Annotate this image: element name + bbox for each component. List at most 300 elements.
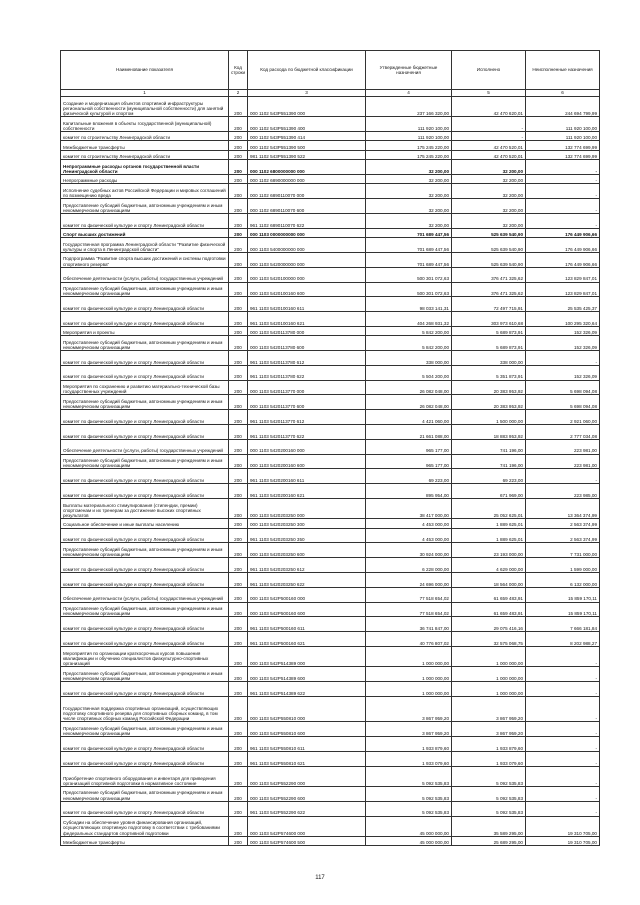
row-executed-amount: 23 193 000,00 bbox=[452, 543, 526, 558]
row-name: Создание и модернизация объектов спортивной инфраструктуры региональной собственности (муниципальной собственности) для занятий физической культурой и спортом bbox=[61, 97, 229, 117]
table-row bbox=[61, 297, 600, 312]
row-classification-code: 000 1102 6890110070 600 bbox=[248, 199, 366, 214]
row-code: 200 bbox=[229, 97, 248, 117]
row-classification-code: 000 1102 6890000000 000 bbox=[248, 174, 366, 183]
row-executed-amount: 61 659 483,91 bbox=[452, 602, 526, 617]
header-executed: Исполнено bbox=[452, 51, 526, 90]
row-code: 200 bbox=[229, 484, 248, 499]
row-unexecuted-amount: 223 981,00 bbox=[526, 439, 600, 454]
row-approved-amount: 5 092 535,83 bbox=[366, 801, 452, 816]
row-code: 200 bbox=[229, 365, 248, 380]
table-row bbox=[61, 801, 600, 816]
row-code: 200 bbox=[229, 816, 248, 836]
row-name: комитет по физической культуре и спорту Ленинградской области bbox=[61, 425, 229, 440]
row-name: Капитальные вложения в объекты государственной (муниципальной) собственности bbox=[61, 117, 229, 132]
row-approved-amount: 175 245 220,00 bbox=[366, 141, 452, 150]
row-code: 200 bbox=[229, 425, 248, 440]
row-executed-amount: 25 052 625,01 bbox=[452, 499, 526, 519]
row-code: 200 bbox=[229, 573, 248, 588]
row-classification-code: 000 1103 542P514389 000 bbox=[248, 647, 366, 667]
table-row bbox=[61, 632, 600, 647]
row-name: комитет по физической культуре и спорту Ленинградской области bbox=[61, 213, 229, 228]
row-classification-code: 961 1103 5420113770 612 bbox=[248, 410, 366, 425]
row-executed-amount: 1 000 000,00 bbox=[452, 647, 526, 667]
row-classification-code: 961 1103 5420113780 622 bbox=[248, 365, 366, 380]
column-number: 2 bbox=[229, 90, 248, 97]
row-unexecuted-amount: 132 774 699,99 bbox=[526, 150, 600, 159]
row-classification-code: 000 1103 5420203250 000 bbox=[248, 499, 366, 519]
row-code: 200 bbox=[229, 297, 248, 312]
row-code: 200 bbox=[229, 141, 248, 150]
row-unexecuted-amount: - bbox=[526, 766, 600, 786]
table-row bbox=[61, 454, 600, 469]
row-name: Непрограммные расходы органов государственной власти Ленинградской области bbox=[61, 160, 229, 175]
row-name: Предоставление субсидий бюджетным, автономным учреждениям и иным некоммерческим организациям bbox=[61, 667, 229, 682]
row-approved-amount: 111 920 100,00 bbox=[366, 117, 452, 132]
row-name: комитет по физической культуре и спорту Ленинградской области bbox=[61, 617, 229, 632]
row-name: Обеспечение деятельности (услуги, работы) государственных учреждений bbox=[61, 439, 229, 454]
row-unexecuted-amount: - bbox=[526, 801, 600, 816]
row-code: 200 bbox=[229, 836, 248, 845]
row-approved-amount: 77 518 654,02 bbox=[366, 602, 452, 617]
row-classification-code: 000 1103 542P574600 500 bbox=[248, 836, 366, 845]
table-row bbox=[61, 267, 600, 282]
row-classification-code: 000 1103 5420113770 000 bbox=[248, 380, 366, 395]
table-row bbox=[61, 602, 600, 617]
row-approved-amount: 500 301 072,63 bbox=[366, 282, 452, 297]
table-row bbox=[61, 469, 600, 484]
row-classification-code: 000 1102 543P551390 400 bbox=[248, 117, 366, 132]
table-row bbox=[61, 543, 600, 558]
row-approved-amount: 32 200,00 bbox=[366, 199, 452, 214]
row-unexecuted-amount: 152 326,09 bbox=[526, 326, 600, 335]
row-executed-amount: 32 200,00 bbox=[452, 174, 526, 183]
row-name: комитет по физической культуре и спорту Ленинградской области bbox=[61, 528, 229, 543]
row-unexecuted-amount: 152 326,09 bbox=[526, 336, 600, 351]
row-code: 200 bbox=[229, 380, 248, 395]
row-name: Предоставление субсидий бюджетным, автономным учреждениям и иным некоммерческим организациям bbox=[61, 199, 229, 214]
table-row bbox=[61, 117, 600, 132]
row-code: 200 bbox=[229, 469, 248, 484]
row-name: Государственная программа Ленинградской области "Развитие физической культуры и спорта в Ленинградской области" bbox=[61, 238, 229, 253]
row-executed-amount: 32 575 068,75 bbox=[452, 632, 526, 647]
table-row bbox=[61, 682, 600, 697]
table-row bbox=[61, 439, 600, 454]
row-approved-amount: 26 082 048,00 bbox=[366, 395, 452, 410]
row-code: 200 bbox=[229, 766, 248, 786]
row-unexecuted-amount: - bbox=[526, 667, 600, 682]
row-classification-code: 000 1103 542P500160 600 bbox=[248, 602, 366, 617]
row-classification-code: 961 1103 5420113780 612 bbox=[248, 351, 366, 366]
row-classification-code: 000 1103 5420000000 000 bbox=[248, 252, 366, 267]
row-executed-amount: 671 969,00 bbox=[452, 484, 526, 499]
row-unexecuted-amount: 176 449 906,66 bbox=[526, 238, 600, 253]
row-approved-amount: 237 166 320,00 bbox=[366, 97, 452, 117]
row-classification-code: 000 1103 542P574600 000 bbox=[248, 816, 366, 836]
row-name: Предоставление субсидий бюджетным, автономным учреждениям и иным некоммерческим организациям bbox=[61, 282, 229, 297]
row-executed-amount: 376 471 325,62 bbox=[452, 267, 526, 282]
table-row bbox=[61, 751, 600, 766]
header-code: Код строки bbox=[229, 51, 248, 90]
budget-execution-table bbox=[60, 50, 600, 846]
table-row bbox=[61, 617, 600, 632]
row-code: 200 bbox=[229, 282, 248, 297]
row-code: 200 bbox=[229, 174, 248, 183]
row-executed-amount: 20 383 953,92 bbox=[452, 380, 526, 395]
row-executed-amount: 42 470 520,01 bbox=[452, 141, 526, 150]
table-row bbox=[61, 312, 600, 327]
row-approved-amount: 24 696 000,00 bbox=[366, 573, 452, 588]
row-classification-code: 000 1102 6800000000 000 bbox=[248, 160, 366, 175]
row-name: Выплаты материального стимулирования (стипендии, премии) спортсменам и их тренерам за достижение высоких спортивных результатов bbox=[61, 499, 229, 519]
row-name: Социальное обеспечение и иные выплаты населению bbox=[61, 519, 229, 528]
row-unexecuted-amount: 132 774 699,99 bbox=[526, 141, 600, 150]
row-unexecuted-amount: 5 698 094,08 bbox=[526, 395, 600, 410]
row-classification-code: 961 1103 5420100160 611 bbox=[248, 297, 366, 312]
row-approved-amount: 4 453 000,00 bbox=[366, 519, 452, 528]
row-executed-amount: 42 470 620,01 bbox=[452, 97, 526, 117]
row-executed-amount: 5 092 535,83 bbox=[452, 766, 526, 786]
row-executed-amount: 20 383 953,92 bbox=[452, 395, 526, 410]
row-executed-amount: 5 092 535,83 bbox=[452, 786, 526, 801]
row-unexecuted-amount: - bbox=[526, 696, 600, 722]
row-code: 200 bbox=[229, 184, 248, 199]
row-code: 200 bbox=[229, 252, 248, 267]
table-row bbox=[61, 836, 600, 845]
row-approved-amount: 45 000 000,00 bbox=[366, 816, 452, 836]
row-code: 200 bbox=[229, 351, 248, 366]
row-code: 200 bbox=[229, 617, 248, 632]
row-executed-amount: 1 933 079,60 bbox=[452, 751, 526, 766]
row-code: 200 bbox=[229, 213, 248, 228]
row-unexecuted-amount: 15 859 170,11 bbox=[526, 587, 600, 602]
table-row bbox=[61, 131, 600, 140]
table-header-row bbox=[61, 51, 600, 90]
row-classification-code: 981 1102 543P551390 522 bbox=[248, 150, 366, 159]
row-classification-code: 961 1103 542P552290 622 bbox=[248, 801, 366, 816]
row-name: комитет по физической культуре и спорту Ленинградской области bbox=[61, 410, 229, 425]
row-executed-amount: - bbox=[452, 117, 526, 132]
row-executed-amount: 338 000,00 bbox=[452, 351, 526, 366]
table-row bbox=[61, 499, 600, 519]
row-code: 200 bbox=[229, 395, 248, 410]
row-executed-amount: 32 200,00 bbox=[452, 199, 526, 214]
row-unexecuted-amount: - bbox=[526, 469, 600, 484]
table-row bbox=[61, 410, 600, 425]
row-classification-code: 000 1103 5420113780 600 bbox=[248, 336, 366, 351]
row-code: 200 bbox=[229, 696, 248, 722]
row-classification-code: 000 1103 5420113770 600 bbox=[248, 395, 366, 410]
table-row bbox=[61, 326, 600, 335]
row-unexecuted-amount: 19 310 705,00 bbox=[526, 836, 600, 845]
row-code: 200 bbox=[229, 682, 248, 697]
row-name: комитет по физической культуре и спорту Ленинградской области bbox=[61, 484, 229, 499]
table-row bbox=[61, 816, 600, 836]
row-name: комитет по строительству Ленинградской области bbox=[61, 131, 229, 140]
row-code: 200 bbox=[229, 667, 248, 682]
row-executed-amount: 525 639 540,90 bbox=[452, 238, 526, 253]
row-approved-amount: 38 417 000,00 bbox=[366, 499, 452, 519]
row-classification-code: 961 1103 5420200160 621 bbox=[248, 484, 366, 499]
table-row bbox=[61, 484, 600, 499]
row-unexecuted-amount: - bbox=[526, 213, 600, 228]
row-unexecuted-amount: 244 694 799,99 bbox=[526, 97, 600, 117]
row-classification-code: 000 1103 5420100160 600 bbox=[248, 282, 366, 297]
row-approved-amount: 4 421 060,00 bbox=[366, 410, 452, 425]
row-approved-amount: 965 177,00 bbox=[366, 454, 452, 469]
row-classification-code: 000 1103 0000000000 000 bbox=[248, 228, 366, 237]
row-classification-code: 961 1102 6890110070 622 bbox=[248, 213, 366, 228]
row-unexecuted-amount: 176 449 906,66 bbox=[526, 228, 600, 237]
table-row bbox=[61, 380, 600, 395]
row-approved-amount: 32 200,00 bbox=[366, 160, 452, 175]
row-executed-amount: 72 497 715,91 bbox=[452, 297, 526, 312]
row-approved-amount: 965 177,00 bbox=[366, 439, 452, 454]
row-code: 200 bbox=[229, 199, 248, 214]
page-number: 117 bbox=[315, 875, 325, 881]
row-unexecuted-amount: 123 829 847,01 bbox=[526, 267, 600, 282]
row-code: 200 bbox=[229, 558, 248, 573]
row-classification-code: 000 1103 542P552290 600 bbox=[248, 786, 366, 801]
row-unexecuted-amount: - bbox=[526, 184, 600, 199]
header-classification: Код расхода по бюджетной классификации bbox=[248, 51, 366, 90]
row-classification-code: 000 1103 5420203250 300 bbox=[248, 519, 366, 528]
row-unexecuted-amount: 25 535 425,37 bbox=[526, 297, 600, 312]
column-number: 3 bbox=[248, 90, 366, 97]
row-unexecuted-amount: 8 202 988,27 bbox=[526, 632, 600, 647]
row-executed-amount: 1 500 000,00 bbox=[452, 410, 526, 425]
table-row bbox=[61, 150, 600, 159]
row-executed-amount: 1 933 879,60 bbox=[452, 737, 526, 752]
row-code: 200 bbox=[229, 499, 248, 519]
row-classification-code: 961 1103 542P514389 622 bbox=[248, 682, 366, 697]
row-classification-code: 000 1103 5420100000 000 bbox=[248, 267, 366, 282]
row-name: комитет по строительству Ленинградской области bbox=[61, 150, 229, 159]
table-row bbox=[61, 199, 600, 214]
row-approved-amount: 404 268 931,32 bbox=[366, 312, 452, 327]
row-unexecuted-amount: 7 666 181,84 bbox=[526, 617, 600, 632]
table-row bbox=[61, 336, 600, 351]
row-code: 200 bbox=[229, 267, 248, 282]
column-number: 6 bbox=[526, 90, 600, 97]
row-executed-amount: 3 867 959,20 bbox=[452, 696, 526, 722]
row-executed-amount: 29 075 416,16 bbox=[452, 617, 526, 632]
row-approved-amount: 32 200,00 bbox=[366, 213, 452, 228]
column-number: 4 bbox=[366, 90, 452, 97]
row-unexecuted-amount: 100 295 320,64 bbox=[526, 312, 600, 327]
row-unexecuted-amount: - bbox=[526, 786, 600, 801]
table-row bbox=[61, 282, 600, 297]
row-name: комитет по физической культуре и спорту Ленинградской области bbox=[61, 351, 229, 366]
table-row bbox=[61, 647, 600, 667]
table-row bbox=[61, 587, 600, 602]
row-approved-amount: 175 245 220,00 bbox=[366, 150, 452, 159]
header-approved: Утвержденные бюджетные назначения bbox=[366, 51, 452, 90]
row-approved-amount: 701 689 447,56 bbox=[366, 252, 452, 267]
row-executed-amount: 1 000 000,00 bbox=[452, 682, 526, 697]
table-row bbox=[61, 528, 600, 543]
row-code: 200 bbox=[229, 326, 248, 335]
row-classification-code: 000 1103 5420203250 600 bbox=[248, 543, 366, 558]
row-name: Мероприятия и проекты bbox=[61, 326, 229, 335]
row-approved-amount: 5 092 535,83 bbox=[366, 786, 452, 801]
row-code: 200 bbox=[229, 587, 248, 602]
row-unexecuted-amount: - bbox=[526, 737, 600, 752]
row-classification-code: 961 1103 5420113770 622 bbox=[248, 425, 366, 440]
row-approved-amount: 26 082 048,00 bbox=[366, 380, 452, 395]
row-approved-amount: 1 000 000,00 bbox=[366, 647, 452, 667]
row-approved-amount: 895 954,00 bbox=[366, 484, 452, 499]
row-name: Субсидии на обеспечение уровня финансирования организаций, осуществляющих спортивную подготовку в соответствии с требованиями федеральных стандартов спортивной подготовки bbox=[61, 816, 229, 836]
row-name: Предоставление субсидий бюджетным, автономным учреждениям и иным некоммерческим организациям bbox=[61, 395, 229, 410]
table-row bbox=[61, 558, 600, 573]
table-row bbox=[61, 786, 600, 801]
row-executed-amount: 42 470 520,01 bbox=[452, 150, 526, 159]
row-classification-code: 000 1103 5420200160 600 bbox=[248, 454, 366, 469]
row-code: 200 bbox=[229, 312, 248, 327]
row-name: комитет по физической культуре и спорту Ленинградской области bbox=[61, 682, 229, 697]
row-name: Предоставление субсидий бюджетным, автономным учреждениям и иным некоммерческим организациям bbox=[61, 602, 229, 617]
row-name: Приобретение спортивного оборудования и инвентаря для приведения организаций спортивной подготовки в нормативное состояние bbox=[61, 766, 229, 786]
row-code: 200 bbox=[229, 543, 248, 558]
row-unexecuted-amount: - bbox=[526, 160, 600, 175]
row-approved-amount: 338 000,00 bbox=[366, 351, 452, 366]
row-classification-code: 961 1103 5420203250 612 bbox=[248, 558, 366, 573]
row-name: комитет по физической культуре и спорту Ленинградской области bbox=[61, 558, 229, 573]
row-approved-amount: 77 518 654,02 bbox=[366, 587, 452, 602]
row-name: комитет по физической культуре и спорту Ленинградской области bbox=[61, 751, 229, 766]
table-row bbox=[61, 228, 600, 237]
row-approved-amount: 5 504 200,00 bbox=[366, 365, 452, 380]
row-approved-amount: 40 776 807,02 bbox=[366, 632, 452, 647]
row-approved-amount: 701 689 447,56 bbox=[366, 238, 452, 253]
row-unexecuted-amount: - bbox=[526, 722, 600, 737]
row-executed-amount: 741 196,00 bbox=[452, 439, 526, 454]
row-classification-code: 000 1102 543P551390 000 bbox=[248, 97, 366, 117]
row-approved-amount: 98 033 141,31 bbox=[366, 297, 452, 312]
row-code: 200 bbox=[229, 632, 248, 647]
row-executed-amount: 1 889 625,01 bbox=[452, 528, 526, 543]
row-approved-amount: 32 200,00 bbox=[366, 184, 452, 199]
row-unexecuted-amount: 111 920 100,00 bbox=[526, 117, 600, 132]
row-unexecuted-amount: 176 449 906,66 bbox=[526, 252, 600, 267]
row-unexecuted-amount: - bbox=[526, 199, 600, 214]
row-classification-code: 961 1103 5420203250 622 bbox=[248, 573, 366, 588]
table-row bbox=[61, 184, 600, 199]
row-executed-amount: 525 639 540,90 bbox=[452, 228, 526, 237]
row-executed-amount: 5 689 873,91 bbox=[452, 326, 526, 335]
row-name: комитет по физической культуре и спорту Ленинградской области bbox=[61, 573, 229, 588]
row-executed-amount: 32 200,00 bbox=[452, 184, 526, 199]
row-executed-amount: 32 200,00 bbox=[452, 213, 526, 228]
table-body bbox=[61, 97, 600, 846]
row-executed-amount: 525 639 540,90 bbox=[452, 252, 526, 267]
row-approved-amount: 5 842 200,00 bbox=[366, 326, 452, 335]
table-row bbox=[61, 519, 600, 528]
row-classification-code: 000 1103 542P500160 000 bbox=[248, 587, 366, 602]
row-unexecuted-amount: - bbox=[526, 751, 600, 766]
row-classification-code: 000 1102 543P551390 500 bbox=[248, 141, 366, 150]
row-executed-amount: 303 973 610,68 bbox=[452, 312, 526, 327]
row-executed-amount: 1 000 000,00 bbox=[452, 667, 526, 682]
row-code: 200 bbox=[229, 228, 248, 237]
row-name: Мероприятия по сохранению и развитию материально-технической базы государственных учреждений bbox=[61, 380, 229, 395]
row-approved-amount: 3 867 959,20 bbox=[366, 722, 452, 737]
header-name: Наименование показателя bbox=[61, 51, 229, 90]
row-name: Предоставление субсидий бюджетным, автономным учреждениям и иным некоммерческим организациям bbox=[61, 454, 229, 469]
row-code: 200 bbox=[229, 528, 248, 543]
row-approved-amount: 69 223,00 bbox=[366, 469, 452, 484]
row-executed-amount: 5 092 535,83 bbox=[452, 801, 526, 816]
row-classification-code: 000 1102 6890110070 000 bbox=[248, 184, 366, 199]
row-executed-amount: 18 564 000,00 bbox=[452, 573, 526, 588]
row-classification-code: 000 1103 542P514389 600 bbox=[248, 667, 366, 682]
row-code: 200 bbox=[229, 786, 248, 801]
row-unexecuted-amount: 223 985,00 bbox=[526, 484, 600, 499]
table-row bbox=[61, 722, 600, 737]
row-name: комитет по физической культуре и спорту Ленинградской области bbox=[61, 365, 229, 380]
row-name: Предоставление субсидий бюджетным, автономным учреждениям и иным некоммерческим организациям bbox=[61, 543, 229, 558]
table-row bbox=[61, 160, 600, 175]
row-approved-amount: 36 741 847,00 bbox=[366, 617, 452, 632]
row-approved-amount: 32 200,00 bbox=[366, 174, 452, 183]
row-approved-amount: 1 000 000,00 bbox=[366, 667, 452, 682]
row-unexecuted-amount: 7 731 000,00 bbox=[526, 543, 600, 558]
row-classification-code: 961 1103 5420100160 621 bbox=[248, 312, 366, 327]
row-classification-code: 000 1103 5420113780 000 bbox=[248, 326, 366, 335]
table-row bbox=[61, 395, 600, 410]
row-name: Предоставление субсидий бюджетным, автономным учреждениям и иным некоммерческим организациям bbox=[61, 786, 229, 801]
row-executed-amount: 61 659 483,91 bbox=[452, 587, 526, 602]
row-code: 200 bbox=[229, 751, 248, 766]
row-name: комитет по физической культуре и спорту Ленинградской области bbox=[61, 737, 229, 752]
row-executed-amount: 4 629 000,00 bbox=[452, 558, 526, 573]
row-unexecuted-amount: 111 920 100,00 bbox=[526, 131, 600, 140]
row-classification-code: 000 1102 543P551390 414 bbox=[248, 131, 366, 140]
column-number-row bbox=[61, 90, 600, 97]
table-row bbox=[61, 97, 600, 117]
row-classification-code: 961 1103 542P550810 621 bbox=[248, 751, 366, 766]
row-executed-amount: 32 200,00 bbox=[452, 160, 526, 175]
row-executed-amount: 1 889 625,01 bbox=[452, 519, 526, 528]
row-name: комитет по физической культуре и спорту Ленинградской области bbox=[61, 632, 229, 647]
row-unexecuted-amount: 123 829 847,01 bbox=[526, 282, 600, 297]
row-approved-amount: 111 920 100,00 bbox=[366, 131, 452, 140]
row-unexecuted-amount: - bbox=[526, 351, 600, 366]
row-unexecuted-amount: 15 859 170,11 bbox=[526, 602, 600, 617]
row-classification-code: 000 1103 542P550810 600 bbox=[248, 722, 366, 737]
row-code: 200 bbox=[229, 519, 248, 528]
row-classification-code: 961 1103 5420203250 350 bbox=[248, 528, 366, 543]
row-approved-amount: 1 933 879,60 bbox=[366, 737, 452, 752]
row-approved-amount: 21 661 088,00 bbox=[366, 425, 452, 440]
row-unexecuted-amount: 13 364 374,99 bbox=[526, 499, 600, 519]
row-classification-code: 000 1103 5400000000 000 bbox=[248, 238, 366, 253]
row-unexecuted-amount: 2 921 060,00 bbox=[526, 410, 600, 425]
row-classification-code: 000 1103 542P550810 000 bbox=[248, 696, 366, 722]
column-number: 5 bbox=[452, 90, 526, 97]
row-code: 200 bbox=[229, 160, 248, 175]
row-code: 200 bbox=[229, 410, 248, 425]
row-unexecuted-amount: 2 777 034,08 bbox=[526, 425, 600, 440]
row-code: 200 bbox=[229, 801, 248, 816]
row-code: 200 bbox=[229, 722, 248, 737]
row-name: комитет по физической культуре и спорту Ленинградской области bbox=[61, 469, 229, 484]
row-name: Обеспечение деятельности (услуги, работы) государственных учреждений bbox=[61, 267, 229, 282]
row-code: 200 bbox=[229, 647, 248, 667]
row-unexecuted-amount: 2 563 374,99 bbox=[526, 519, 600, 528]
column-number: 1 bbox=[61, 90, 229, 97]
